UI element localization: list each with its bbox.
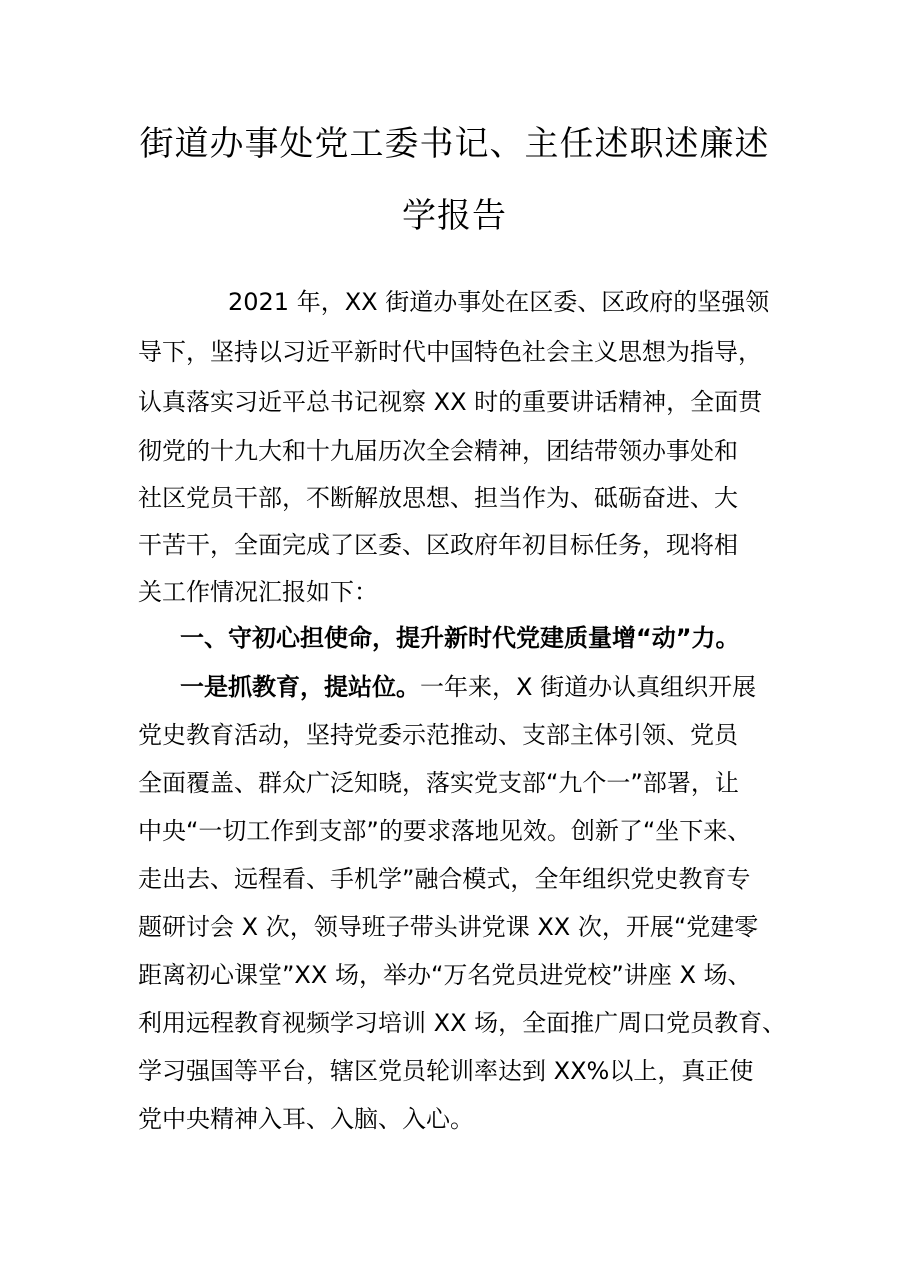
paragraph-line: 认真落实习近平总书记视察 XX 时的重要讲话精神，全面贯 [138,388,763,416]
paragraph-line: 题研讨会 X 次，领导班子带头讲党课 XX 次，开展“党建零 [138,913,759,941]
paragraph-line: 关工作情况汇报如下： [138,578,378,606]
subsection-line [180,672,756,702]
paragraph-line: 彻党的十九大和十九届历次全会精神，团结带领办事处和 [138,437,738,465]
paragraph-line: 导下，坚持以习近平新时代中国特色社会主义思想为指导， [138,338,762,366]
paragraph-line: 党史教育活动，坚持党委示范推动、支部主体引领、党员 [138,721,738,749]
paragraph-line: 干苦干，全面完成了区委、区政府年初目标任务，现将相 [138,531,738,559]
document-title-line-1: 街道办事处党工委书记、主任述职述廉述 [139,124,770,164]
paragraph-line: 距离初心课堂”XX 场，举办“万名党员进党校”讲座 X 场、 [138,961,752,989]
paragraph-line: 党中央精神入耳、入脑、入心。 [138,1105,474,1133]
paragraph-line: 全面覆盖、群众广泛知晓，落实党支部“九个一”部署，让 [138,769,739,797]
paragraph-line: 2021 年，XX 街道办事处在区委、区政府的坚强领 [228,288,770,316]
paragraph-line: 利用远程教育视频学习培训 XX 场，全面推广周口党员教育、 [138,1009,787,1037]
paragraph-line: 学习强国等平台，辖区党员轮训率达到 XX%以上，真正使 [138,1057,754,1085]
section-heading: 一、守初心担使命，提升新时代党建质量增“动”力。 [180,624,740,652]
paragraph-line: 走出去、远程看、手机学”融合模式，全年组织党史教育专 [138,865,751,893]
document-title-line-2: 学报告 [402,196,507,236]
paragraph-line: 中央“一切工作到支部”的要求落地见效。创新了“坐下来、 [138,817,752,845]
paragraph-line: 社区党员干部，不断解放思想、担当作为、砥砺奋进、大 [138,484,738,512]
subsection-heading: 一是抓教育，提站位。 [180,673,420,701]
paragraph-text: 一年来，X 街道办认真组织开展 [420,673,757,701]
